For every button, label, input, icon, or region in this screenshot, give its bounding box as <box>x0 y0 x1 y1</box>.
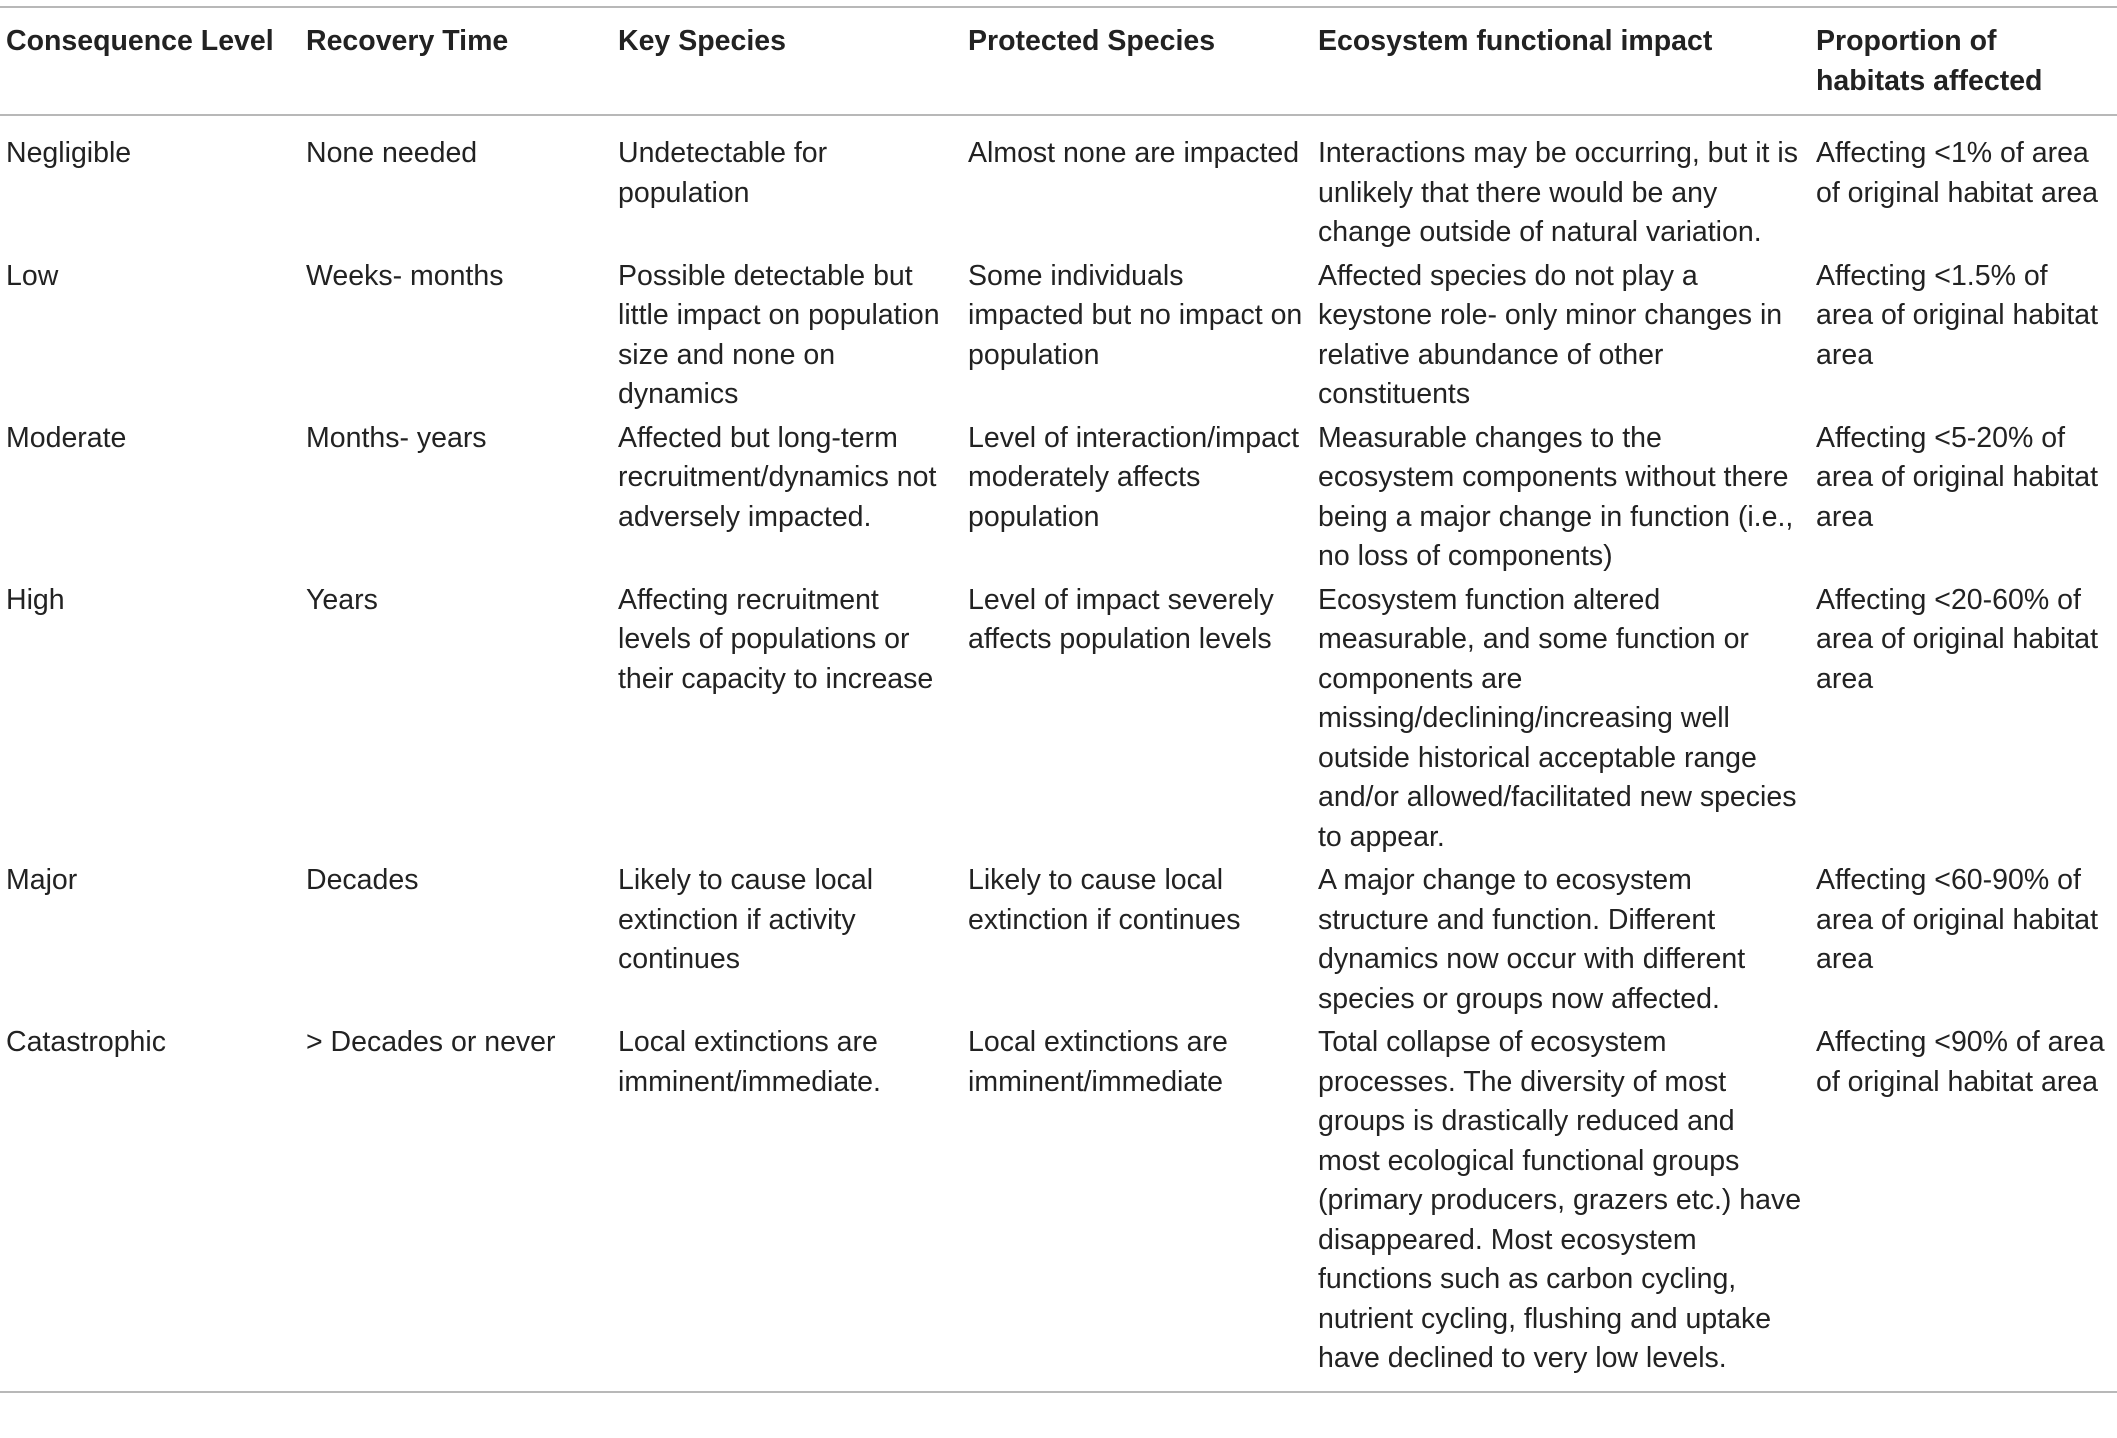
cell-ecosystem-impact: Measurable changes to the ecosystem components without there being a major change in function (i.e., no loss of components) <box>1318 421 1794 572</box>
cell-ecosystem-impact: Interactions may be occurring, but it is unlikely that there would be any change outside of natural variation. <box>1318 137 1798 248</box>
cell-ecosystem-impact: Total collapse of ecosystem processes. The diversity of most groups is drastically reduced and most ecological functional groups (primary producers, grazers etc.) have disappeared. Most ecosystem functions such as carbon cycling, nutrient cycling, flushing and uptake have declined to very low levels. <box>1318 1026 1802 1374</box>
cell-recovery: Weeks- months <box>306 259 504 292</box>
cell-ecosystem-impact: Ecosystem function altered measurable, and some function or components are missing/declining/increasing well outside historical acceptable range and/or allowed/facilitated new species to appear. <box>1318 583 1797 853</box>
cell-key-species: Affected but long-term recruitment/dynamics not adversely impacted. <box>618 421 937 533</box>
cell-key-species: Affecting recruitment levels of populations or their capacity to increase <box>618 583 934 695</box>
cell-recovery: Decades <box>306 864 419 896</box>
header-protected-species: Protected Species <box>968 25 1216 57</box>
cell-ecosystem-impact: Affected species do not play a keystone role- only minor changes in relative abundance of other constituents <box>1318 259 1783 410</box>
cell-recovery: > Decades or never <box>306 1026 556 1058</box>
cell-level: Catastrophic <box>6 1026 166 1058</box>
table-header <box>0 7 2117 115</box>
table-row <box>0 115 2117 255</box>
header-key-species: Key Species <box>618 25 786 57</box>
cell-key-species: Possible detectable but little impact on population size and none on dynamics <box>618 259 940 410</box>
table-row <box>0 1021 2117 1392</box>
header-habitats-affected: Proportion of habitats affected <box>1816 25 2043 97</box>
table-row <box>0 859 2117 1021</box>
table-row <box>0 255 2117 417</box>
cell-habitats: Affecting <1.5% of area of original habitat area <box>1816 259 2099 371</box>
table-row <box>0 579 2117 860</box>
header-consequence-level: Consequence Level <box>6 25 274 57</box>
cell-recovery: None needed <box>306 137 478 169</box>
cell-key-species: Likely to cause local extinction if activity continues <box>618 864 874 975</box>
header-recovery-time: Recovery Time <box>306 25 509 57</box>
consequence-table-container <box>0 6 2117 1393</box>
cell-recovery: Months- years <box>306 421 487 454</box>
cell-key-species: Undetectable for population <box>618 137 828 209</box>
cell-habitats: Affecting <60-90% of area of original habitat area <box>1816 864 2099 975</box>
header-ecosystem-impact: Ecosystem functional impact <box>1318 25 1713 57</box>
cell-protected-species: Level of impact severely affects population levels <box>968 583 1274 655</box>
cell-level: Moderate <box>6 421 127 454</box>
cell-key-species: Local extinctions are imminent/immediate. <box>618 1026 881 1098</box>
cell-level: Major <box>6 864 78 896</box>
cell-protected-species: Likely to cause local extinction if continues <box>968 864 1241 936</box>
table-body <box>0 115 2117 1392</box>
cell-protected-species: Level of interaction/impact moderately affects population <box>968 421 1300 533</box>
cell-protected-species: Some individuals impacted but no impact on population <box>968 259 1303 371</box>
cell-protected-species: Almost none are impacted <box>968 137 1300 169</box>
consequence-table <box>0 6 2117 1393</box>
cell-level: Low <box>6 259 59 292</box>
cell-ecosystem-impact: A major change to ecosystem structure and function. Different dynamics now occur with different species or groups now affected. <box>1318 864 1746 1015</box>
cell-habitats: Affecting <1% of area of original habitat area <box>1816 137 2099 209</box>
cell-level: High <box>6 583 65 616</box>
cell-recovery: Years <box>306 583 378 616</box>
cell-protected-species: Local extinctions are imminent/immediate <box>968 1026 1228 1098</box>
header-row <box>0 7 2117 115</box>
cell-habitats: Affecting <90% of area of original habitat area <box>1816 1026 2105 1098</box>
table-row <box>0 417 2117 579</box>
cell-level: Negligible <box>6 137 132 169</box>
cell-habitats: Affecting <5-20% of area of original habitat area <box>1816 421 2099 533</box>
cell-habitats: Affecting <20-60% of area of original habitat area <box>1816 583 2099 695</box>
